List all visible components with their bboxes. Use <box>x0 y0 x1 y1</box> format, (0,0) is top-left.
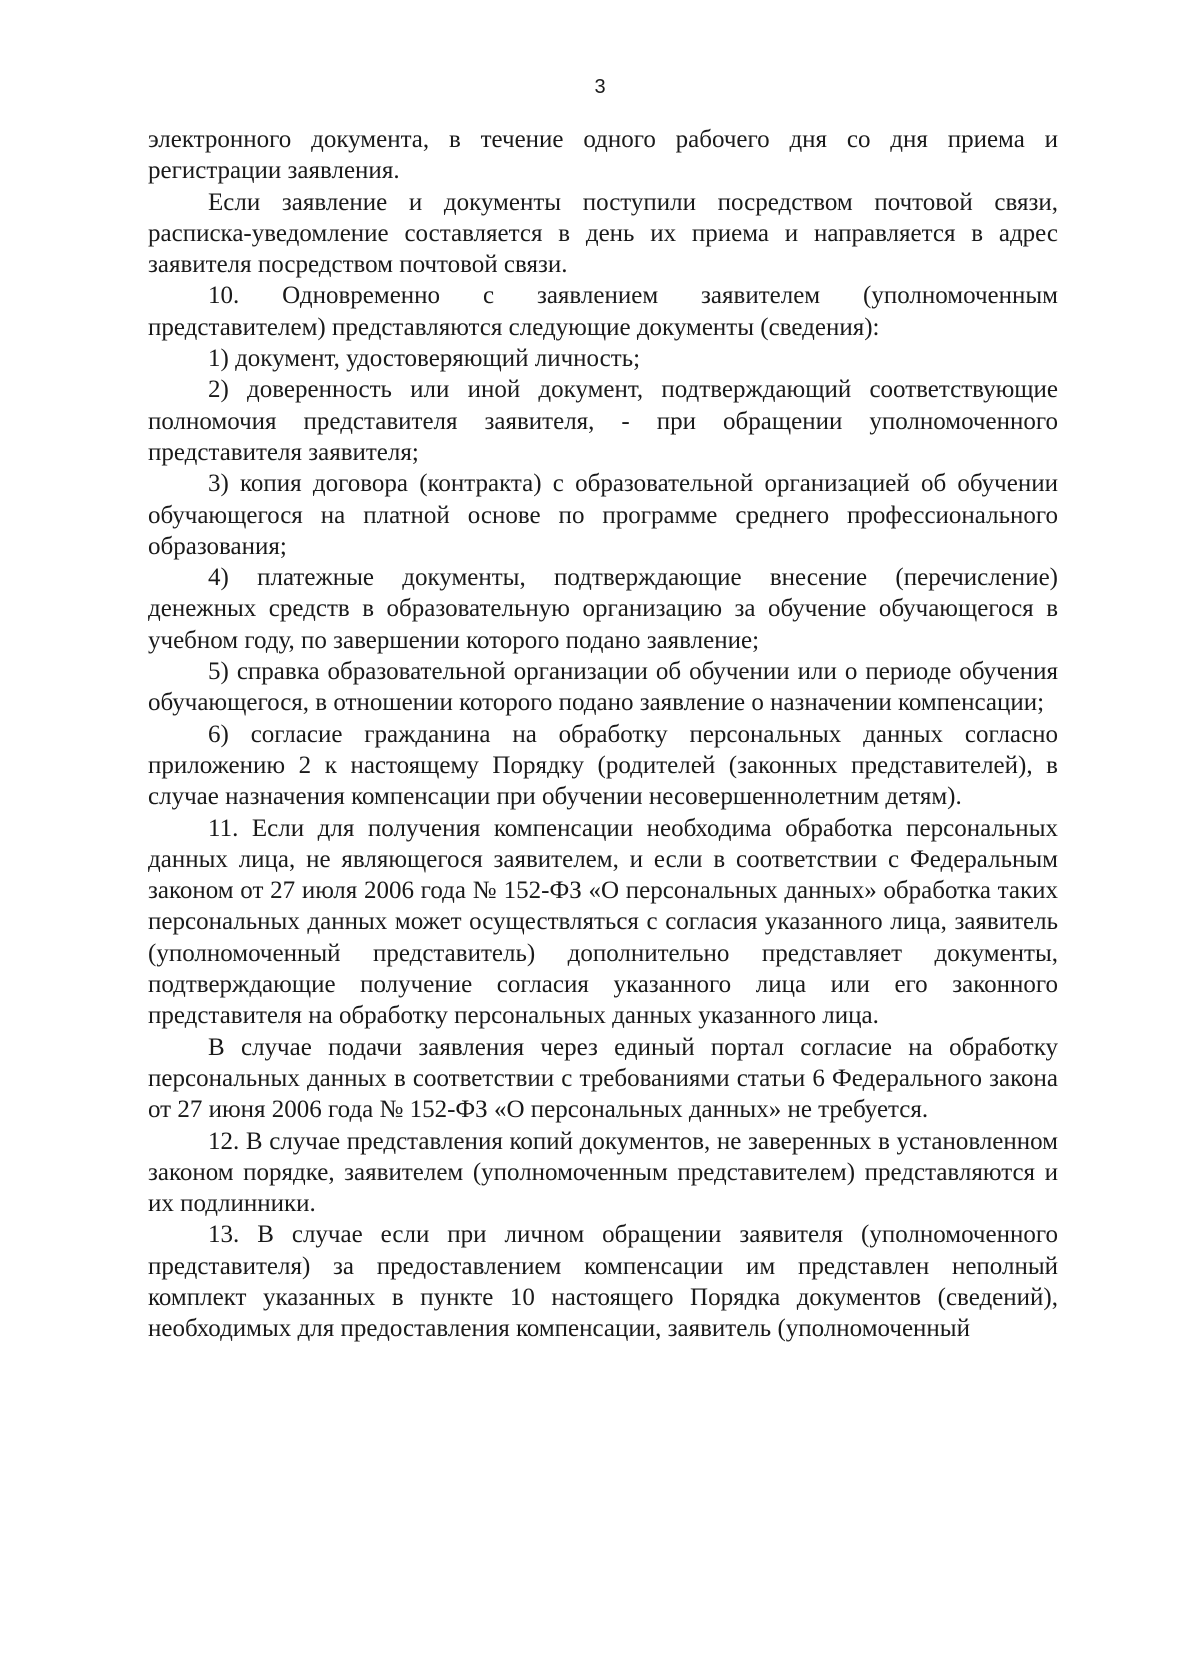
paragraph-continuation: электронного документа, в течение одного рабочего дня со дня приема и регистрации заявления. <box>148 126 1058 185</box>
document-body <box>148 124 1058 1345</box>
paragraph-postal: Если заявление и документы поступили посредством почтовой связи, расписка-уведомление составляется в день их приема и направляется в адрес заявителя посредством почтовой связи. <box>148 188 1058 279</box>
list-item-1: 1) документ, удостоверяющий личность; <box>208 345 641 373</box>
paragraph-portal: В случае подачи заявления через единый портал согласие на обработку персональных данных в соответствии с требованиями статьи 6 Федерального закона от 27 июня 2006 года № 152-ФЗ «О персональных данных» не требуется. <box>148 1033 1058 1124</box>
list-item-6: 6) согласие гражданина на обработку персональных данных согласно приложению 2 к настоящему Порядку (родителей (законных представителей), в случае назначения компенсации при обучении несовершеннолетним детям). <box>148 720 1058 811</box>
paragraph-item-13: 13. В случае если при личном обращении заявителя (уполномоченного представителя) за предоставлением компенсации им представлен неполный комплект указанных в пункте 10 настоящего Порядка документов (сведений), необходимых для предоставления компенсации, заявитель (уполномоченный <box>148 1221 1058 1343</box>
list-item-5: 5) справка образовательной организации об обучении или о периоде обучения обучающегося, в отношении которого подано заявление о назначении компенсации; <box>148 658 1058 717</box>
paragraph-item-10: 10. Одновременно с заявлением заявителем (уполномоченным представителем) представляются следующие документы (сведения): <box>148 282 1058 341</box>
paragraph-item-11: 11. Если для получения компенсации необходима обработка персональных данных лица, не являющегося заявителем, и если в соответствии с Федеральным законом от 27 июля 2006 года № 152-ФЗ «О персональных данных» обработка таких персональных данных может осуществляться с согласия указанного лица, заявитель (уполномоченный представитель) дополнительно представляет документы, подтверждающие получение согласия указанного лица или его законного представителя на обработку персональных данных указанного лица. <box>148 814 1058 1030</box>
list-item-3: 3) копия договора (контракта) с образовательной организацией об обучении обучающегося на платной основе по программе среднего профессионального образования; <box>148 470 1058 560</box>
list-item-2: 2) доверенность или иной документ, подтверждающий соответствующие полномочия представителя заявителя, - при обращении уполномоченного представителя заявителя; <box>148 376 1058 466</box>
paragraph-item-12: 12. В случае представления копий документов, не заверенных в установленном законом порядке, заявителем (уполномоченным представителем) представляются и их подлинники. <box>148 1127 1058 1218</box>
page-number: 3 <box>594 76 606 98</box>
list-item-4: 4) платежные документы, подтверждающие внесение (перечисление) денежных средств в образовательную организацию за обучение обучающегося в учебном году, по завершении которого подано заявление; <box>148 564 1058 654</box>
